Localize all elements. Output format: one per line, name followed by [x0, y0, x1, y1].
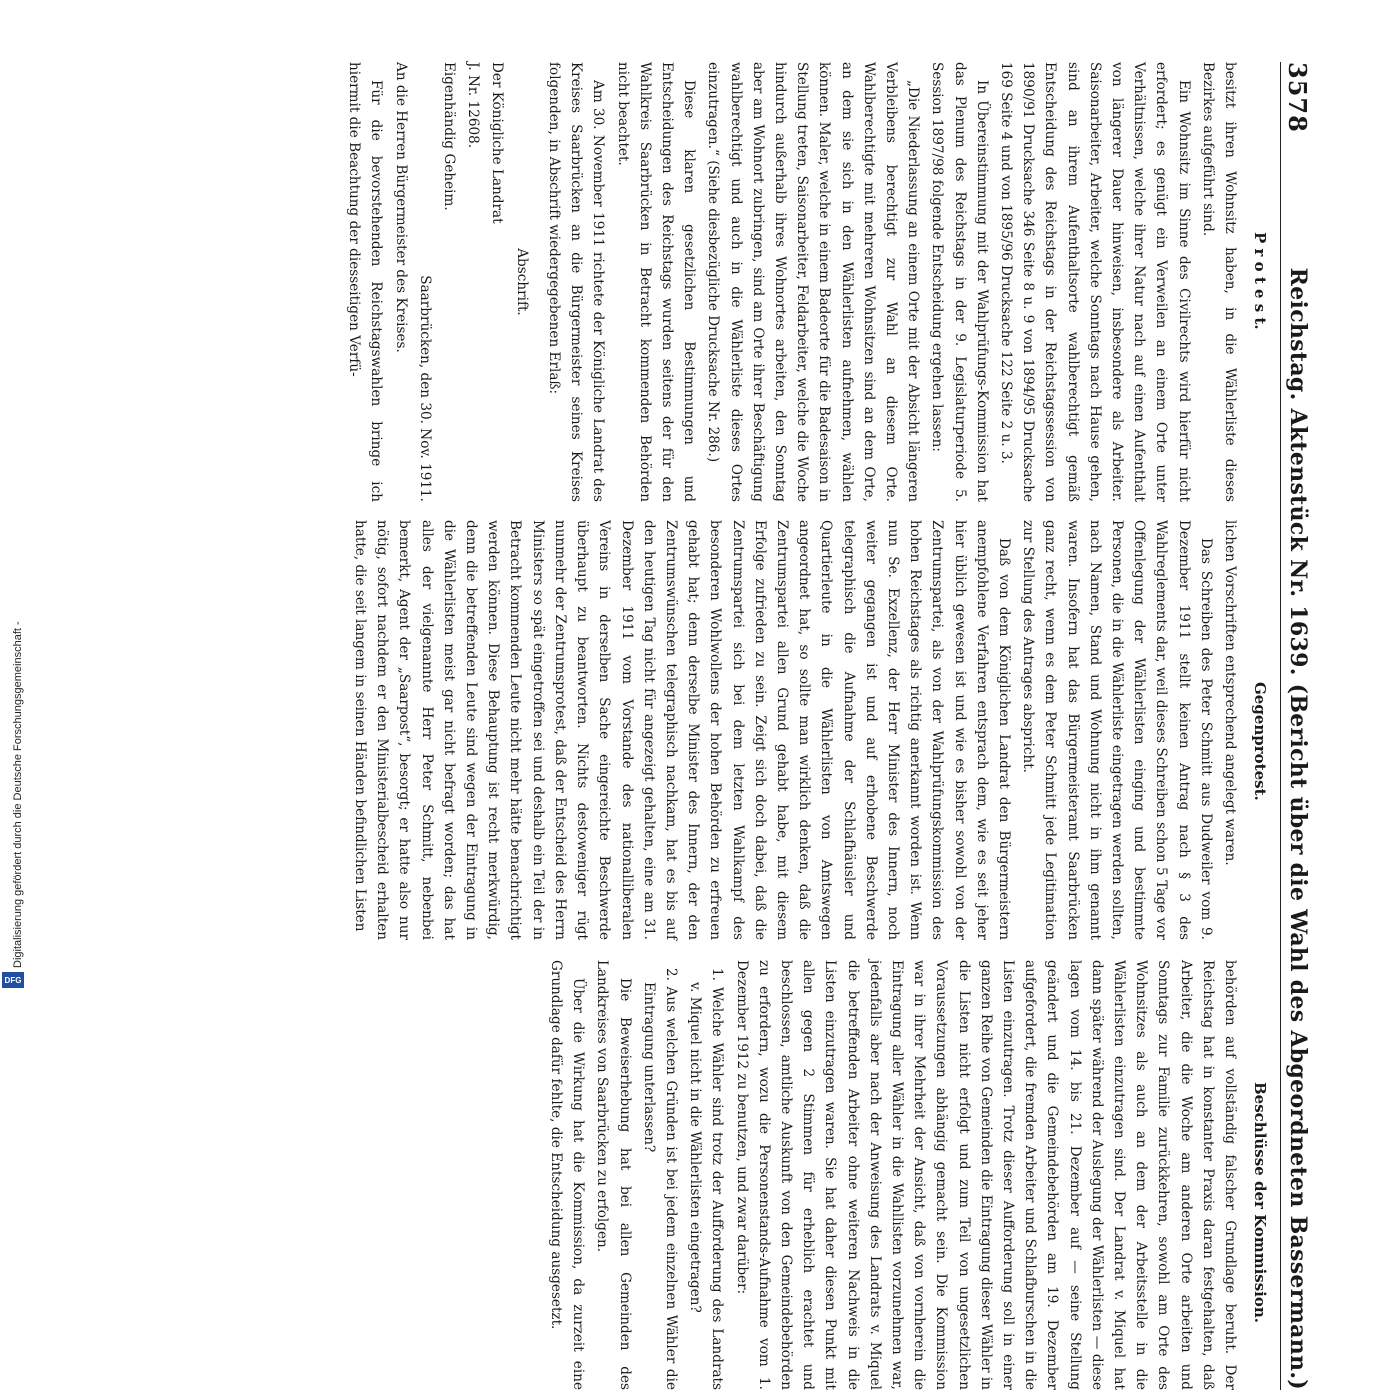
- column-beschluesse: [95, 960, 1241, 1390]
- dfg-logo: DFG: [2, 972, 24, 988]
- heading-protest: P r o t e s t.: [1251, 232, 1269, 330]
- footer-credit: Digitalisierung gefördert durch die Deutsche Forschungsgemeinschaft -: [12, 621, 24, 968]
- quotation: „Die Niederlassung an einem Orte mit der Absicht längeren Verbleibens berechtigt zur Wahl an diesem Orte. Wahlberechtigte mit mehreren Wohnsitzen sind an dem Orte, an dem sie sich in den Wählerlisten aufnehmen, wählen können. Maler, welche in einem Badeorte für die Badesaison in Stellung treten, Saisonarbeiter, Feldarbeiter, welche die Woche hindurch außerhalb ihres Wohnortes arbeiten, den Sonntag aber am Wohnort zubringen, sind am Orte ihrer Beschäftigung wahlberechtigt und auch in die Wählerliste dieses Ortes einzutragen.“ (Siehe diesbezügliche Drucksache Nr. 286.): [705, 62, 922, 502]
- paragraph: Die Beweiserhebung hat bei allen Gemeinden des Landkreises von Saarbrücken zu erfolgen.: [594, 960, 633, 1390]
- paragraph: Ein Wohnsitz im Sinne des Civilrechts wird hierfür nicht erfordert; es genügt ein Verweilen an einem Orte unter Verhältnissen, welche ihrer Natur nach auf einen Aufenthalt von längerer Dauer hinweisen, insbesondere als Arbeiter. Saisonarbeiter, Arbeiter, welche Sonntags nach Hause gehen, sind an ihrem Aufenthaltsorte wahlberechtigt gemäß Entscheidung des Reichstags in der Reichstagssession von 1890/91 Drucksache 346 Seite 8 u. 9 von 1894/95 Drucksache 169 Seite 4 und von 1895/96 Drucksache 122 Seite 2 u. 3.: [997, 62, 1192, 502]
- heading-beschluesse: Beschlüsse der Kommission.: [1251, 1082, 1269, 1323]
- question-2: 2. Aus welchen Gründen ist bei jedem einzelnen Wähler die Eintragung unterlassen?: [640, 968, 679, 1390]
- date-line: Saarbrücken, den 30. Nov. 1911.: [416, 275, 433, 502]
- page-number: 3578: [1283, 62, 1313, 133]
- scanned-page: [95, 62, 1315, 1390]
- classification: Eigenhändig Geheim.: [441, 62, 458, 211]
- paragraph: Diese klaren gesetzlichen Bestimmungen und Entscheidungen des Reichstags wurden seitens der für den Wahlkreis Saarbrücken in Betracht kommenden Behörden nicht beachtet.: [614, 62, 698, 502]
- digitization-footer: [0, 0, 28, 988]
- page-header: [1280, 62, 1315, 1390]
- question-1: 1. Welche Wähler sind trotz der Aufforderung des Landrats v. Miquel nicht in die Wählerlisten eingetragen?: [687, 968, 726, 1390]
- addressee: An die Herren Bürgermeister des Kreises.: [392, 62, 409, 353]
- paragraph: besitzt ihren Wohnsitz haben, in die Wählerliste dieses Bezirkes aufgeführt sind.: [1199, 62, 1238, 502]
- column-headings: [1247, 62, 1275, 1390]
- sender-line: Der Königliche Landrat: [489, 62, 506, 224]
- paragraph: Das Schreiben des Peter Schmitt aus Dudweiler vom 9. Dezember 1911 stellt keinen Antrag nach § 3 des Wahlreglements dar, weil dieses Schreiben schon 5 Tage vor Offenlegung der Wählerlisten einging und bestimmte Personen, die in die Wählerliste eingetragen werden sollten, nach Namen, Stand und Wohnung nicht in ihm genannt waren. Insofern hat das Bürgermeisteramt Saarbrücken ganz recht, wenn es dem Peter Schmitt jede Legitimation zur Stellung des Antrages abspricht.: [1020, 520, 1214, 940]
- paragraph: lichen Vorschriften entsprechend angelegt waren.: [1222, 520, 1238, 866]
- heading-gegenprotest: Gegenprotest.: [1251, 682, 1269, 801]
- column-protest: [95, 62, 1241, 502]
- paragraph: Über die Wirkung hat die Kommission, da zurzeit eine Grundlage dafür fehlte, die Entscheidung ausgesetzt.: [547, 960, 587, 1390]
- journal-number: J. Nr. 12608.: [465, 62, 482, 149]
- page-title: Reichstag. Aktenstück Nr. 1639. (Bericht über die Wahl des Abgeordneten Bassermann.): [1285, 267, 1311, 1390]
- paragraph: Für die bevorstehenden Reichstagswahlen bringe ich hiermit die Beachtung der diesseitigen Verfü-: [346, 62, 385, 502]
- paragraph: Daß von dem Königlichen Landrat den Bürgermeistern anempfohlene Verfahren entsprach dem, wie es seit jeher hier üblich gewesen ist und wie es bisher sowohl von der Zentrumspartei, als von der Wahlprüfungskommission des hohen Reichstages als richtig anerkannt worden ist. Wenn nun Se. Exzellenz, der Herr Minister des Innern, noch weiter gegangen ist und auf erhobene Beschwerde telegraphisch die Aufnahme der Schlafhäusler und Quartierleute in die Wählerlisten von Amtswegen angeordnet hat, so sollte man wirklich denken, daß die Zentrumspartei allen Grund gehabt habe, mit diesem Erfolge zufrieden zu sein. Zeigt sich doch dabei, daß die Zentrumspartei sich bei dem letzten Wahlkampf des besonderen Wohlwollens der hohen Behörden zu erfreuen gehabt hat; denn derselbe Minister des Innern, der den Zentrumswünschen telegraphisch nachkam, hat es bis auf den heutigen Tag nicht für angezeigt gehalten, eine am 31. Dezember 1911 vom Vorstande des nationalliberalen Vereins in derselben Sache eingereichte Beschwerde überhaupt zu beantworten. Nichts destoweniger rügt nunmehr der Zentrumsprotest, daß der Entscheid des Herrn Ministers so spät eingetroffen sei und deshalb ein Teil der in Betracht kommenden Leute nicht mehr hätte benachrichtigt werden können. Diese Behauptung ist recht merkwürdig, denn die betreffenden Leute sind wegen der Eintragung in die Wählerlisten meist gar nicht befragt worden; das hat alles der vielgenannte Herr Peter Schmitt, nebenbei bemerkt, Agent der „Saarpost“, besorgt; er hatte also nur nötig, sofort nachdem er den Ministerialbescheid erhalten hatte, die seit langem in seinen Händen befindlichen Listen: [352, 520, 1012, 940]
- abschrift-heading: Abschrift.: [513, 248, 530, 316]
- column-gegenprotest: [95, 520, 1241, 940]
- paragraph: In Übereinstimmung mit der Wahlprüfungs-Kommission hat das Plenum des Reichstags in der 9. Legislaturperiode 5. Session 1897/98 folgende Entscheidung ergehen lassen:: [929, 62, 990, 502]
- paragraph: behörden auf vollständig falscher Grundlage beruht. Der Reichstag hat in konstanter Praxis daran festgehalten, daß Arbeiter, die die Woche am anderen Orte arbeiten und Sonntags zur Familie zurückkehren, sowohl am Orte des Wohnsitzes als auch an dem der Arbeitsstelle in die Wählerlisten einzutragen sind. Der Landrat v. Miquel hat dann später während der Auslegung der Wählerlisten — diese lagen vom 14. bis 21. Dezember auf — seine Stellung geändert und die Gemeindebehörden am 19. Dezember aufgefordert, die fremden Arbeiter und Schlafburschen in die Listen einzutragen. Trotz dieser Aufforderung soll in einer ganzen Reihe von Gemeinden die Eintragung dieser Wähler in die Listen nicht erfolgt und zum Teil von ungesetzlichen Voraussetzungen abhängig gemacht sein. Die Kommission war in ihrer Mehrheit der Ansicht, daß von vornherein die Eintragung aller Wähler in die Wahllisten vorzunehmen war, jedenfalls aber nach der Anweisung des Landrats v. Miquel die betreffenden Arbeiter ohne weiteren Nachweis in die Listen einzutragen waren. Sie hat daher diesen Punkt mit allen gegen 2 Stimmen für erheblich erachtet und beschlossen, amtliche Auskunft von den Gemeindebehörden zu erfordern, wozu die Personenstands-Aufnahme vom 1. Dezember 1912 zu benutzen, und zwar darüber:: [733, 960, 1238, 1390]
- paragraph: Am 30. November 1911 richtete der Königliche Landrat des Kreises Saarbrücken an die Bürgermeister seines Kreises folgenden, in Abschrift wiedergegebenen Erlaß:: [545, 62, 607, 502]
